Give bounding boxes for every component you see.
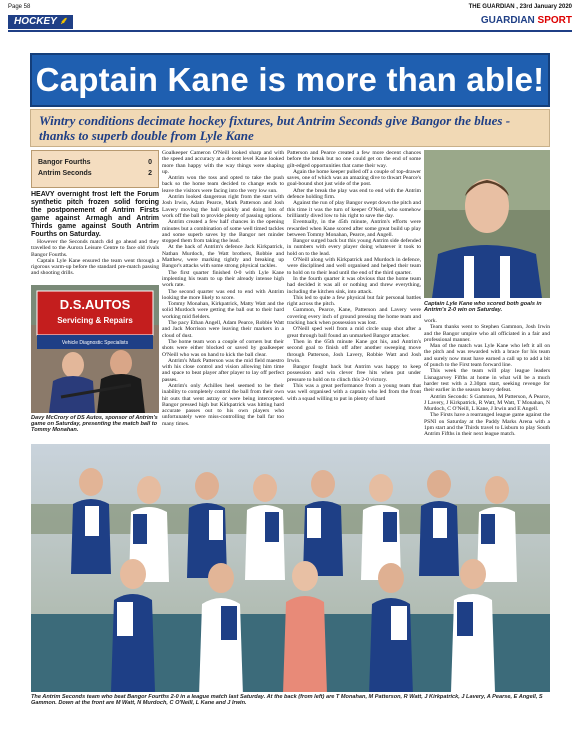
article-paragraph: At the back of Antrim's defence Jack Kirkpatrick, Nathan Murdoch, the Watt brothers, Robbie and Matthew, were marking tightly and breaking up Bangor's attacks with some strong physical tackles. [162,244,284,270]
score-value: 0 [148,159,152,166]
article-paragraph: Team thanks went to Stephen Gammon, Josh Irwin and the Bangor umpire who all officiated in a fair and professional manner. [424,324,550,343]
article-paragraph: The pacy Ethan Angell, Adam Pearce, Robbie Watt and Jack Morrison were leaving their markers in a cloud of dust. [162,320,284,339]
masthead-date: THE GUARDIAN , 23rd January 2020 [468,4,572,10]
page-header [8,4,572,14]
headline: Captain Kane is more than able! [35,61,545,98]
sport-brand [481,15,572,26]
article-paragraph: Patterson and Pearce created a few more decent chances before the break but no one could get on the end of some gilt-edged opportunities that came their way. [287,150,421,169]
headline-banner [30,53,550,107]
sign-name: D.S.AUTOS [59,297,131,312]
sign-service: Servicing & Repairs [57,316,133,325]
article-paragraph: Again the home keeper pulled off a couple of top-drawer saves, one of which was an amazing dive to thwart Pearce's goal-bound shot just wide of the post. [287,168,421,188]
article-paragraph: This week the team will play league leaders Lisnagarvey Fifths at home in what will be a much harder test with a 2.30pm start, seeking revenge for their earlier in the season heavy defeat. [424,368,550,394]
captain-photo [424,150,550,298]
team-caption: The Antrim Seconds team who beat Bangor Fourths 2-0 in a league match last Saturday. At the back (from left) are T Monahan, M Patterson, R Watt, J Kirkpatrick, J Lavery, A Pearse, E Angell, S Gammon. Down at the front are M Watt, N Murdoch, C O'Neill, L Kane and J Irwin. [31,694,543,707]
score-row [38,168,152,179]
article-paragraph: Man of the match was Lyle Kane who left it all on the pitch and was rewarded with a brace for his team and surely now must have earned a call up to add a bit of punch to the First team forward line. [424,343,550,369]
article-paragraph: Goalkeeper Cameron O'Neill looked sharp and with the speed and accuracy at a decent level Kane looked more than happy with the way things were shaping up. [162,150,284,175]
page-number: Page 58 [8,4,31,10]
article-paragraph: After the break the play was end to end with the Antrim defence holding firm. [287,187,421,201]
article-paragraph: O'Neill sped well from a mid circle snap shot after a great through ball found an unmarked Bangor attacker. [287,326,421,339]
hockey-stick-icon: ⸙ [59,16,67,27]
sponsor-photo [31,285,159,413]
section-tab-label: HOCKEY [14,16,57,27]
sponsor-photo-image [31,285,159,413]
section-tab [8,15,73,29]
article-paragraph: This led to quite a few physical but fair personal battles right across the pitch. [287,294,421,308]
article-paragraph: The first quarter finished 0-0 with Lyle Kane implenting his team to up their already intense high work rate. [162,269,284,289]
article-paragraph: Antrim looked dangerous right from the start with Josh Irwin, Adam Pearce, Mark Patterson and Josh Lavery moving the ball quickly and doing lots of work off the ball to provide plenty of passing options. [162,194,284,219]
article-paragraph: Eventually, in the 45th minute, Antrim's efforts were rewarded when Kane scored after some great build up play between Tommy Monahan, Pearce, and Angell. [287,219,421,238]
captain-caption: Captain Lyle Kane who scored both goals in Antrim's 2-0 win on Saturday. [424,301,542,314]
article-paragraph: The second quarter was end to end with Antrim looking the more likely to score. [162,288,284,301]
sign-specialists: Vehicle Diagnostic Specialists [61,340,129,346]
article-paragraph: Gammon, Pearce, Kane, Patterson and Lavery were covering every inch of ground pressing the home team and tracking back when possession was lost. [287,307,421,327]
article-paragraph: However the Seconds match did go ahead and they travelled to the Aurora Leisure Centre to face old rivals Bangor Fourths. [31,239,159,258]
article-paragraph: Bangor fought back but Antrim was happy to keep possession and win clever free hits when put under pressure to hold on to clinch this 2-0 victory. [287,364,421,383]
article-paragraph: Antrim won the toss and opted to take the push back so the home team decided to change ends to leave the visitors were facing into the very low sun. [162,175,284,194]
article-column-2 [162,150,284,440]
score-value: 2 [148,170,152,177]
article-paragraph: Bangor surged back but this young Antrim side defended in numbers with every player doing whatever it took to hold on to the lead. [287,238,421,257]
article-paragraph: Antrim Seconds: S Gammon, M Patterson, A Pearce, J Lavery, J Kirkpatrick, R Watt, M Watt, T Monahan, N Murdoch, C O'Neill, L Kane, J Irwin and E Angell. [424,393,550,413]
article-paragraph: Tommy Monahan, Kirkpatrick, Matty Watt and the solid Murdoch were getting the ball out to their hard working mid fielders. [162,301,284,320]
article-column-4 [424,318,550,440]
team-photo-image [31,444,550,692]
sport-brand-sport: SPORT [537,15,572,26]
article-paragraph: This was a great performance from a young team that was well organised with a captain who led from the front with a squad willing to put in plenty of hard [287,382,421,402]
article-paragraph: work. [424,318,437,324]
standfirst-text: Wintry conditions decimate hockey fixtures, but Antrim Seconds give Bangor the blues - thanks to superb double from Lyle Kane [39,113,511,143]
section-bar [8,14,572,32]
article-paragraph: O'Neill along with Kirkpatrick and Murdoch in defence, were disciplined and well organised and helped their team to hold on to their lead until the end of the third quarter. [287,257,421,276]
article-paragraph: In the fourth quarter it was obvious that the home team had decided it was all or nothing and threw everything, including the kitchen sink, into attack. [287,275,421,295]
score-team: Antrim Seconds [38,170,92,177]
article-paragraph: Antrim's only Achilles heel seemed to be their inability to completely control the ball from their own hit outs that went astray or were being intercepted. Bangor pressed high but Kirkpatrick was hitting hard accurate passes out to his own players who unfortunately were miss-controlling the ball far too many times. [162,382,284,427]
article-paragraph: The Firsts have a rearranged league game against the PSNI on Saturday at the Paddy Marks Arena with a 1pm start and the Thirds travel to Lisburn to play South Antrim Fifths in their next league match. [424,412,550,438]
captain-photo-image [424,150,550,298]
article-paragraph: Against the run of play Bangor swept down the pitch and this time it was the turn of keeper O'Neill, who somehow brilliantly dived low to his right to save the day. [287,200,421,219]
score-row [38,157,152,168]
article-paragraph: Then in the 65th minute Kane got his, and Antrim's second goal to finish off after another sweeping move through Patterson, Josh Lavery, Robbie Watt and Josh Irwin. [287,338,421,364]
team-photo [31,444,550,692]
standfirst [30,109,550,147]
article-paragraph: Antrim's Mark Patterson was the mid field maestro with his close control and vision allowing him time and space to beat player after player to lay off perfect passes. [162,357,284,383]
article-lede: HEAVY overnight frost left the Forum synthetic pitch frozen solid forcing the postponement of Antrim Firsts game against Armagh and Antrim Thirds game against South Antrim Fourths on Saturday. [31,191,159,238]
score-team: Bangor Fourths [38,159,91,166]
score-box [31,150,159,188]
article-paragraph: The home team won a couple of corners but their shots were either blocked or saved by goalkeeper O'Neill who was on hand to kick the ball clear. [162,338,284,358]
sponsor-caption: Davy McCrory of DS Autos, sponsor of Antrim's game on Saturday, presenting the match ball to Tommy Monahan. [31,415,158,434]
article-paragraph: Captain Lyle Kane ensured the team went through a rigorous warm-up before the standard pre-match passing and shooting drills. [31,257,159,277]
article-paragraph: Antrim created a few half chances in the opening minutes but a combination of some well timed tackles and some superb saves by the Bangor net minder stopped them from taking the lead. [162,219,284,245]
article-column-3 [287,150,421,440]
article-column-1 [31,191,159,281]
sport-brand-guardian: GUARDIAN [480,15,535,26]
